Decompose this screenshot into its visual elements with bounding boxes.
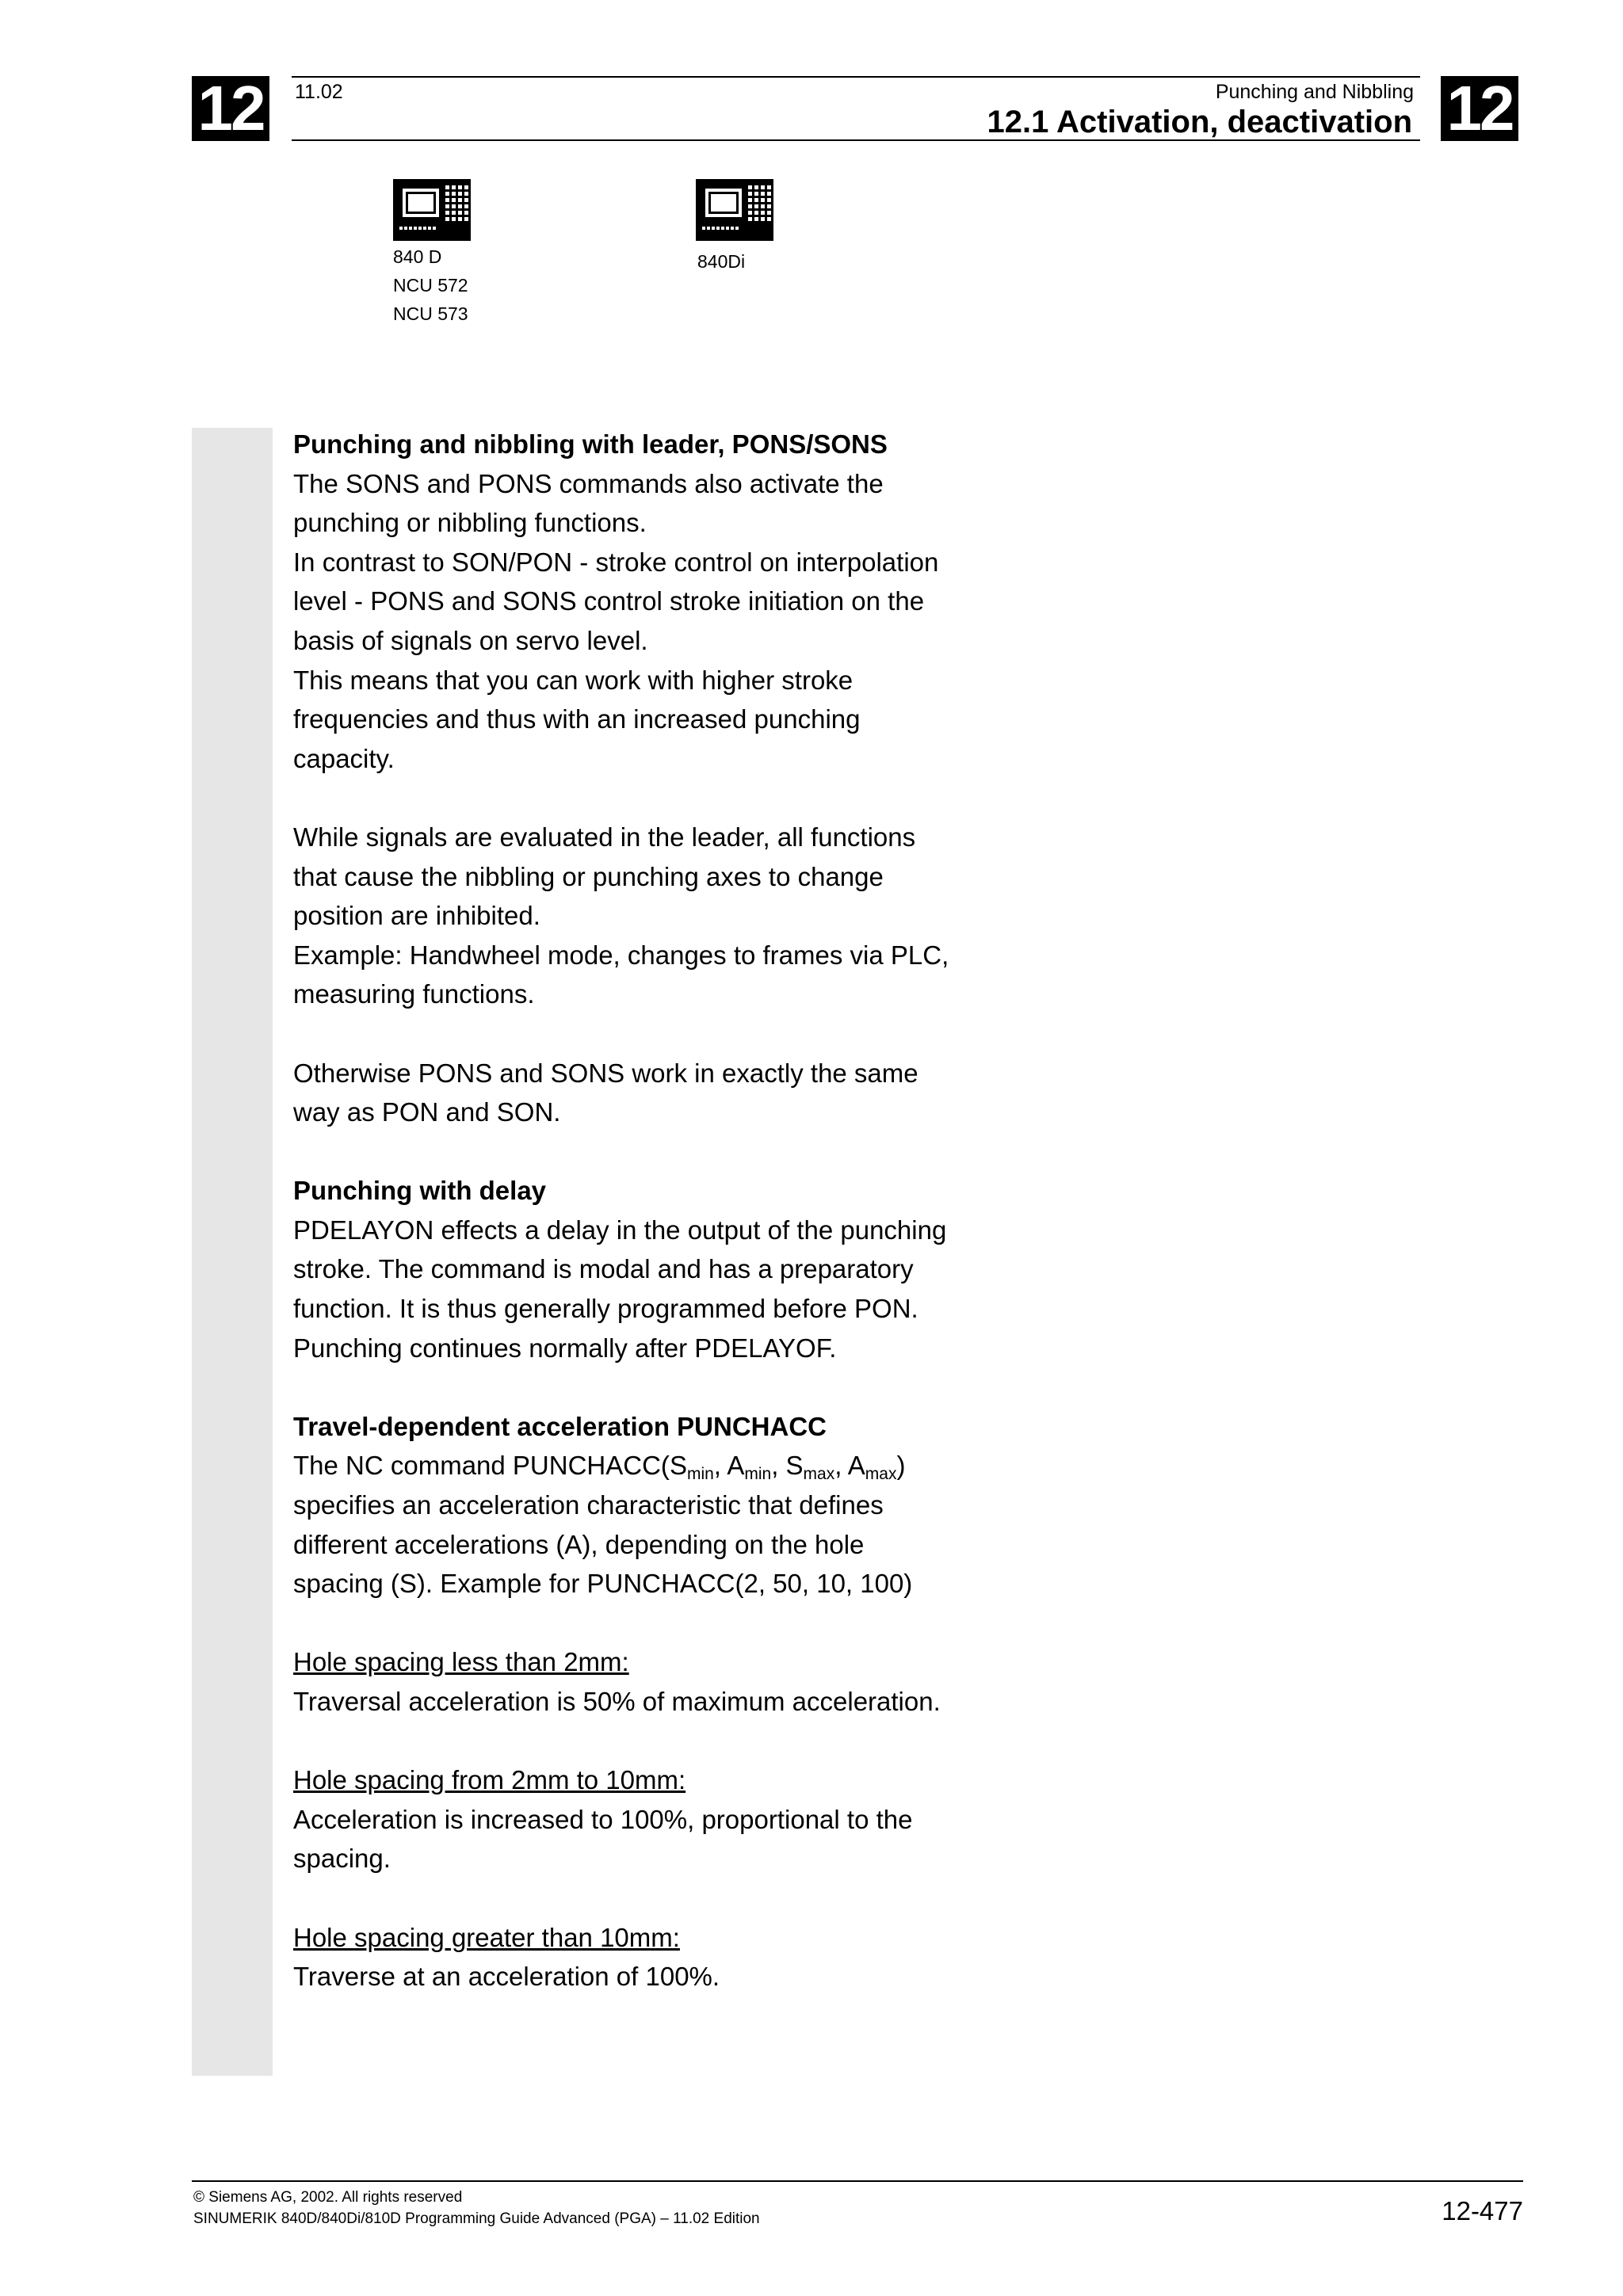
control-label-line: NCU 572	[393, 275, 468, 296]
header-chapter-title: Punching and Nibbling	[1215, 81, 1414, 103]
leader-section	[293, 818, 951, 1014]
control-label-840di	[697, 247, 745, 276]
header-top-rule	[292, 76, 1420, 78]
otherwise-text: Otherwise PONS and SONS work in exactly the same way as PON and SON.	[293, 1058, 918, 1127]
leader-example-text: Example: Handwheel mode, changes to frames via PLC, measuring functions.	[293, 940, 949, 1009]
footer-rule	[192, 2180, 1523, 2182]
body-content	[293, 425, 951, 2035]
punchacc-section	[293, 1407, 951, 1604]
spacing-case-text: Traverse at an acceleration of 100%.	[293, 1962, 720, 1992]
footer-guide-title: SINUMERIK 840D/840Di/810D Programming Guide Advanced (PGA) – 11.02 Edition	[193, 2210, 760, 2227]
spacing-case-heading: Hole spacing greater than 10mm:	[293, 1922, 680, 1952]
header-section-title: 12.1 Activation, deactivation	[987, 105, 1412, 139]
otherwise-section	[293, 1054, 951, 1132]
pons-sons-heading: Punching and nibbling with leader, PONS/SONS	[293, 429, 888, 459]
chapter-number-box-left: 12	[192, 76, 269, 141]
pons-sons-section	[293, 425, 951, 778]
punchacc-heading: Travel-dependent acceleration PUNCHACC	[293, 1411, 827, 1441]
control-label-line: 840 D	[393, 246, 442, 267]
spacing-case-less-2mm	[293, 1642, 951, 1721]
delay-heading: Punching with delay	[293, 1176, 547, 1206]
pons-sons-text-3: This means that you can work with higher stroke frequencies and thus with an increased punching capacity.	[293, 665, 861, 773]
spacing-case-heading: Hole spacing from 2mm to 10mm:	[293, 1765, 686, 1795]
control-panel-icon	[696, 179, 773, 241]
leader-text: While signals are evaluated in the leader, all functions that cause the nibbling or punching axes to change position are inhibited.	[293, 822, 916, 931]
header-date: 11.02	[295, 81, 343, 103]
page-number: 12-477	[1442, 2196, 1523, 2225]
spacing-case-2-to-10mm	[293, 1760, 951, 1878]
chapter-number-box-right: 12	[1441, 76, 1518, 141]
header-bottom-rule	[292, 139, 1420, 141]
control-label-840d	[393, 242, 468, 328]
spacing-case-text: Traversal acceleration is 50% of maximum acceleration.	[293, 1687, 941, 1716]
delay-section	[293, 1171, 951, 1367]
margin-bar	[192, 428, 273, 2076]
control-panel-icon	[393, 179, 471, 241]
punchacc-text: The NC command $PUNCHACC(S_{min}$, $A_{min}$, $S_{max}$, $A_{max}$) specifies an acceleration characteristic that defines different accelerations (A), depending on the hole spacing (S). Example for PUNCHACC(2, 50, 10, 100)	[293, 1451, 913, 1599]
delay-text: PDELAYON effects a delay in the output of the punching stroke. The command is modal and has a preparatory function. It is thus generally programmed before PON.	[293, 1215, 947, 1324]
delay-text-2: Punching continues normally after PDELAYOF.	[293, 1333, 837, 1363]
spacing-case-greater-10mm	[293, 1918, 951, 1997]
control-label-line: NCU 573	[393, 303, 468, 324]
pons-sons-text: The SONS and PONS commands also activate the punching or nibbling functions.	[293, 468, 884, 538]
spacing-case-text: Acceleration is increased to 100%, proportional to the spacing.	[293, 1804, 913, 1874]
control-label-line: 840Di	[697, 251, 746, 272]
spacing-case-heading: Hole spacing less than 2mm:	[293, 1647, 629, 1677]
footer-copyright: © Siemens AG, 2002. All rights reserved	[193, 2189, 463, 2206]
pons-sons-text-2: In contrast to SON/PON - stroke control on interpolation level - PONS and SONS control stroke initiation on the basis of signals on servo level.	[293, 547, 939, 655]
